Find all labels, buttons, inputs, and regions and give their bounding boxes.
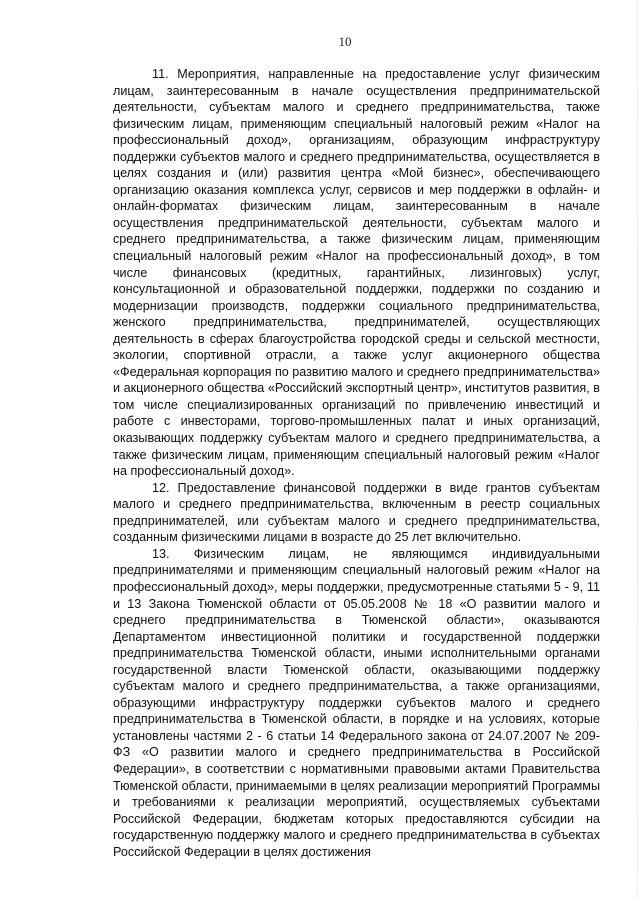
page-number: 10 bbox=[338, 34, 352, 49]
paragraph-12: 12. Предоставление финансовой поддержки в виде грантов субъектам малого и среднего предпринимательства, включенным в реестр социальных предпринимателей, или субъектам малого и среднего предпринимательства, созданным физическими лицами в возрасте до 25 лет включительно. bbox=[113, 480, 600, 545]
scan-edge-line bbox=[637, 0, 638, 899]
paragraph-13: 13. Физическим лицам, не являющимся индивидуальными предпринимателями и применяющим специальный налоговый режим «Налог на профессиональный доход», меры поддержки, предусмотренные статьями 5 - 9, 11 и 13 Закона Тюменской области от 05.05.2008 № 18 «О развитии малого и среднего предпринимательства в Тюменской области», оказываются Департаментом инвестиционной политики и государственной поддержки предпринимательства Тюменской области, иными исполнительными органами государственной власти Тюменской области, оказывающими поддержку субъектам малого и среднего предпринимательства, а также организациями, образующими инфраструктуру поддержки субъектов малого и среднего предпринимательства в Тюменской области, в порядке и на условиях, которые установлены частями 2 - 6 статьи 14 Федерального закона от 24.07.2007 № 209-ФЗ «О развитии малого и среднего предпринимательства в Российской Федерации», в соответствии с нормативными правовыми актами Правительства Тюменской области, принимаемыми в целях реализации мероприятий Программы и требованиями к реализации мероприятий, осуществляемых субъектами Российской Федерации, бюджетам которых предоставляются субсидии на государственную поддержку малого и среднего предпринимательства в субъектах Российской Федерации в целях достижения bbox=[113, 546, 600, 859]
paragraph-11: 11. Мероприятия, направленные на предоставление услуг физическим лицам, заинтересованным в начале осуществления предпринимательской деятельности, субъектам малого и среднего предпринимательства, также физическим лицам, применяющим специальный налоговый режим «Налог на профессиональный доход», организациям, образующим инфраструктуру поддержки субъектов малого и среднего предпринимательства, осуществляется в целях создания и (или) развития центра «Мой бизнес», обеспечивающего организацию оказания комплекса услуг, сервисов и мер поддержки в офлайн- и онлайн-форматах физическим лицам, заинтересованным в начале осуществления предпринимательской деятельности, субъектам малого и среднего предпринимательства, а также физическим лицам, применяющим специальный налоговый режим «Налог на профессиональный доход», в том числе финансовых (кредитных, гарантийных, лизинговых) услуг, консультационной и образовательной поддержки, поддержки по созданию и модернизации производств, поддержки социального предпринимательства, женского предпринимательства, предпринимателей, осуществляющих деятельность в сферах благоустройства городской среды и сельской местности, экологии, спортивной отрасли, а также услуг акционерного общества «Федеральная корпорация по развитию малого и среднего предпринимательства» и акционерного общества «Российский экспортный центр», институтов развития, в том числе специализированных организаций по привлечению инвестиций и работе с инвесторами, торгово-промышленных палат и иных организаций, оказывающих поддержку субъектам малого и среднего предпринимательства, а также физическим лицам, применяющим специальный налоговый режим «Налог на профессиональный доход». bbox=[113, 67, 600, 479]
document-body bbox=[113, 66, 600, 860]
